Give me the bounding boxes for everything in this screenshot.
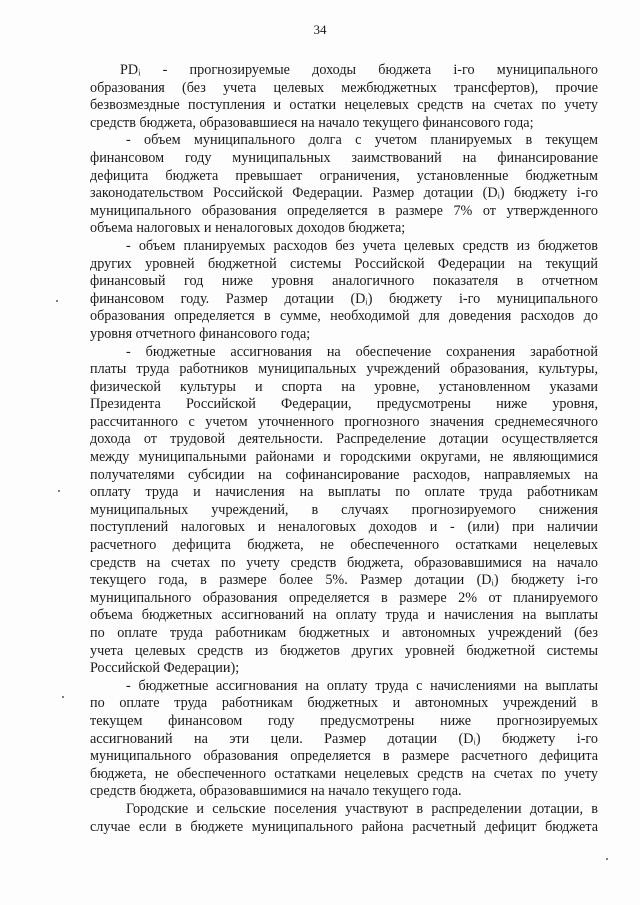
text-line: - бюджетные ассигнования на обеспечение сохранения заработной	[126, 343, 598, 360]
scan-speck	[56, 300, 58, 302]
text-line: дефицита бюджета превышает ограничения, установленные бюджетным	[90, 167, 598, 184]
text-line: текущего года, в размере более 5%. Размер дотации (Dᵢ) бюджету i-го	[90, 572, 598, 589]
text-line: - объем планируемых расходов без учета целевых средств из бюджетов	[126, 237, 598, 254]
text-line: средств на счетах по учету средств бюджета, образовавшимися на начало	[90, 554, 598, 571]
text-line: платы труда работников муниципальных учреждений образования, культуры,	[90, 361, 598, 378]
text-line: расчетного дефицита бюджета, не обеспеченного остатками нецелевых	[90, 537, 598, 554]
document-body	[90, 62, 598, 836]
text-line: финансовом году муниципальных заимствований на финансирование	[90, 149, 598, 166]
text-line: финансовый год ниже уровня аналогичного показателя в отчетном	[90, 273, 598, 290]
scan-speck	[606, 858, 608, 860]
text-line: - объем муниципального долга с учетом планируемых в текущем	[126, 132, 598, 149]
scan-speck	[62, 696, 64, 698]
text-line: по оплате труда работникам бюджетных и автономных учреждений (без	[90, 625, 598, 641]
text-line: по оплате труда работникам бюджетных и автономных учреждений в	[90, 695, 598, 712]
text-line: средств бюджета, образовавшиеся на начало текущего финансового года;	[90, 114, 534, 131]
text-line: рассчитанного с учетом уточненного прогнозного значения среднемесячного	[90, 413, 598, 430]
text-line: ассигнований на эти цели. Размер дотации (Dᵢ) бюджету i-го	[90, 730, 598, 747]
text-line: оплату труда и начисления на выплаты по оплате труда работникам	[90, 484, 598, 501]
text-line: безвозмездные поступления и остатки нецелевых средств на счетах по учету	[90, 97, 598, 114]
page-number: 34	[313, 22, 327, 37]
text-line: PDᵢ - прогнозируемые доходы бюджета i-го муниципального	[120, 62, 598, 78]
text-line: бюджета, не обеспеченного остатками нецелевых средств на счетах по учету	[90, 765, 598, 782]
text-line: законодательством Российской Федерации. Размер дотации (Dᵢ) бюджету i-го	[90, 185, 598, 202]
text-line: муниципального образования определяется в размере 7% от утвержденного	[90, 202, 598, 219]
text-line: муниципального образования определяется в размере 2% от планируемого	[90, 589, 598, 606]
text-line: между муниципальными районами и городскими округами, не являющимися	[90, 449, 598, 466]
text-line: физической культуры и спорта на уровне, установленном указами	[90, 378, 598, 395]
text-line: дохода от трудовой деятельности. Распределение дотации осуществляется	[90, 431, 598, 448]
text-line: финансовом году. Размер дотации (Dᵢ) бюджету i-го муниципального	[90, 290, 598, 307]
text-line: Российской Федерации);	[90, 660, 240, 677]
text-line: средств бюджета, образовавшимися на начало текущего года.	[90, 783, 462, 800]
text-line: уровня отчетного финансового года;	[90, 325, 311, 342]
text-line: учета целевых средств из бюджетов других уровней бюджетной системы	[90, 642, 598, 659]
text-line: поступлений налоговых и неналоговых доходов и - (или) при наличии	[90, 519, 598, 536]
text-line: получателями субсидии на софинансирование расходов, направляемых на	[90, 466, 598, 483]
text-line: образования определяется в сумме, необходимой для доведения расходов до	[90, 308, 598, 325]
text-line: образования (без учета целевых межбюджетных трансфертов), прочие	[90, 79, 598, 96]
text-line: - бюджетные ассигнования на оплату труда с начислениями на выплаты	[126, 677, 598, 694]
scan-speck	[58, 490, 60, 492]
text-line: других уровней бюджетной системы Российской Федерации на текущий	[90, 255, 598, 272]
text-line: муниципального образования определяется в размере расчетного дефицита	[90, 748, 598, 765]
text-line: случае если в бюджете муниципального района расчетный дефицит бюджета	[90, 818, 598, 835]
text-line: объема бюджетных ассигнований на оплату труда и начисления на выплаты	[90, 607, 598, 624]
text-line: Президента Российской Федерации, предусмотрены ниже уровня,	[90, 396, 598, 413]
text-line: текущем финансовом году предусмотрены ниже прогнозируемых	[90, 712, 598, 729]
text-line: муниципальных учреждений, в случаях прогнозируемого снижения	[90, 501, 598, 518]
text-line: объема налоговых и неналоговых доходов бюджета;	[90, 220, 406, 237]
text-line: Городские и сельские поселения участвуют в распределении дотации, в	[126, 800, 598, 817]
